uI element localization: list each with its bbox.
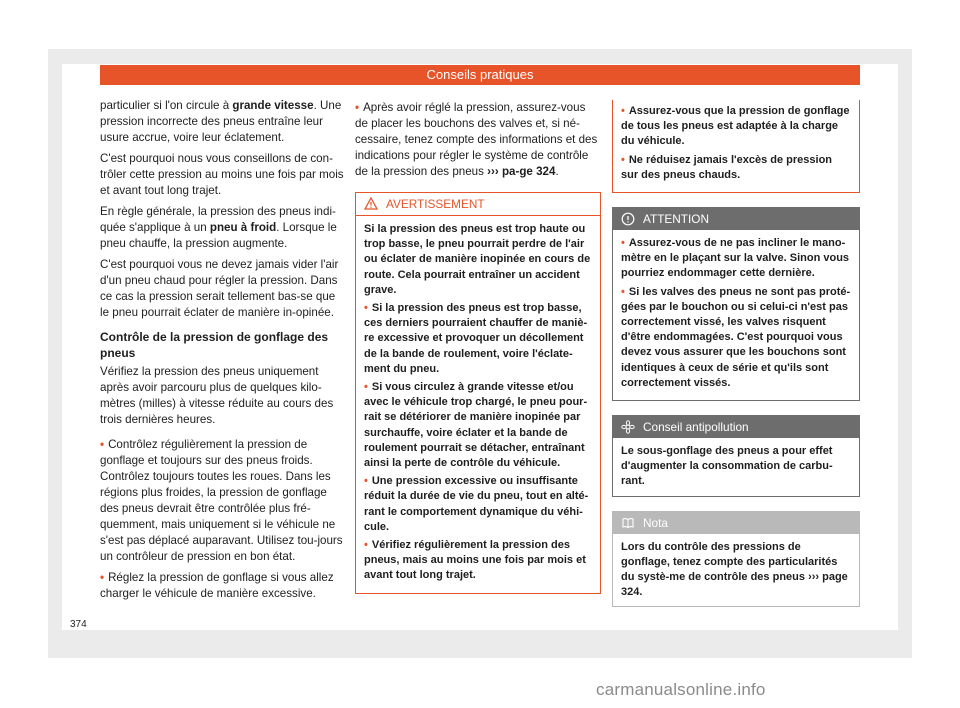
note-body [613,534,859,607]
page-number: 374 [70,619,87,630]
bullet-item: • Contrôlez régulièrement la pression de gonflage et toujours sur des pneus froids. Contrôlez toujours toutes les roues. Dans les régions plus froides, la pression de gonflage des pneus devrait être contrôlée plus fré-quemment, mais uniquement si le véhicule ne s'est pas déplacé auparavant. Utilisez tou-jours un contrôleur de pression en bon état. [100,437,344,565]
note-book-icon [621,516,635,530]
info-circle-icon [621,212,635,226]
leaf-flower-icon [621,420,635,434]
text: Après avoir réglé la pression, assurez-vous de placer les bouchons des valves et, si né-cessaire, tenez compte des informations et des indications pour régler le système de contrôle de la pression des pneus [355,101,598,178]
warning-body [356,216,600,593]
eco-tip-body: Le sous-gonflage des pneus a pour effet d'augmenter la consommation de carbu-rant. [621,445,833,488]
subheading: Contrôle de la pression de gonflage des pneus [100,330,329,360]
warning-item: • Une pression excessive ou insuffisante réduit la durée de vie du pneu, tout en alté-rant le comportement dynamique du véhi-cule. [364,474,592,535]
text: . Lorsque le pneu chauffe, la pression augmente. [100,221,337,250]
text: particulier si l'on circule à [100,99,233,112]
page-reference-link[interactable]: ››› pa-ge 324 [487,165,556,178]
note-box [612,511,860,608]
paragraph: C'est pourquoi vous ne devez jamais vider l'air d'un pneu chaud pour régler la pression. Dans ce cas la pression serait tellement bas-se que le pneu pourrait éclater de manière in-opinée. [100,258,339,319]
eco-tip-title: Conseil antipollution [643,420,749,435]
caution-box [612,207,860,401]
note-header [613,512,859,534]
warning-item: • Assurez-vous que la pression de gonflage de tous les pneus est adaptée à la charge du véhicule. [621,104,851,150]
column-right [612,100,860,607]
paragraph: C'est pourquoi nous vous conseillons de con-trôler cette pression au moins une fois par mois et avant tout long trajet. [100,152,344,197]
warning-intro: Si la pression des pneus est trop haute ou trop basse, le pneu pourrait perdre de l'air ou éclater de manière inopinée en cours de route. Cela pourrait entraîner un accident grave. [364,223,591,296]
caution-item: • Si les valves des pneus ne sont pas proté-gées par le bouchon ou si celui-ci n'est pas correctement vissé, les valves risquent d'être endommagées. C'est pourquoi vous devez vous assurer que les bouchons sont identiques à ceux de série et qu'ils sont correctement vissés. [621,285,851,391]
warning-item: • Si vous circulez à grande vitesse et/ou avec le véhicule trop chargé, le pneu pour-rait se détériorer de manière inopinée par surchauffe, voire éclater et la bande de roulement pourrait se détacher, entraînant ainsi la perte de contrôle du véhicule. [364,380,592,471]
emphasis: pneu à froid [209,221,277,234]
warning-item: • Si la pression des pneus est trop basse, ces derniers pourraient chauffer de maniè-re excessive et provoquer un décollement de la bande de roulement, voire l'éclate-ment du pneu. [364,301,592,377]
eco-tip-header [613,416,859,438]
column-left [100,98,344,607]
text: . [555,165,559,178]
warning-continuation-box [612,100,860,193]
paragraph [100,204,344,252]
text: . [639,586,643,599]
bullet-item [355,100,601,180]
note-title: Nota [643,515,668,530]
emphasis: grande vitesse [232,99,314,112]
warning-item: • Ne réduisez jamais l'excès de pression sur des pneus chauds. [621,153,851,183]
eco-tip-box [612,415,860,497]
warning-triangle-icon [364,197,378,211]
caution-body [613,230,859,400]
caution-header [613,208,859,230]
caution-item: • Assurez-vous de ne pas incliner le mano-mètre en le plaçant sur la valve. Sinon vous pourriez endommager cette dernière. [621,236,851,282]
warning-header [356,193,600,216]
page-reference-link[interactable]: ››› page 324 [621,571,848,599]
paragraph: Vérifiez la pression des pneus uniquement après avoir parcouru plus de quelques kilo-mètres (milles) à vitesse réduite au cours des trois dernières heures. [100,365,334,426]
paragraph [100,98,344,146]
warning-continuation-body [613,100,859,192]
warning-title: AVERTISSEMENT [386,197,485,211]
caution-title: ATTENTION [643,212,709,227]
section-header: Conseils pratiques [100,65,860,85]
warning-item: • Vérifiez régulièrement la pression des pneus, mais au moins une fois par mois et avant tout long trajet. [364,538,592,584]
text: Lors du contrôle des pressions de gonflage, tenez compte des particularités du systè-me de contrôle des pneus [621,540,838,584]
text: . Une pression incorrecte des pneus entraîne leur usure accrue, voire leur éclatement. [100,99,342,144]
watermark: carmanualsonline.info [596,680,766,699]
text: En règle générale, la pression des pneus indi-quée s'applique à un [100,205,336,234]
column-middle [355,100,601,594]
bullet-item: • Réglez la pression de gonflage si vous allez charger le véhicule de manière excessive. [100,570,344,602]
warning-box [355,192,601,594]
